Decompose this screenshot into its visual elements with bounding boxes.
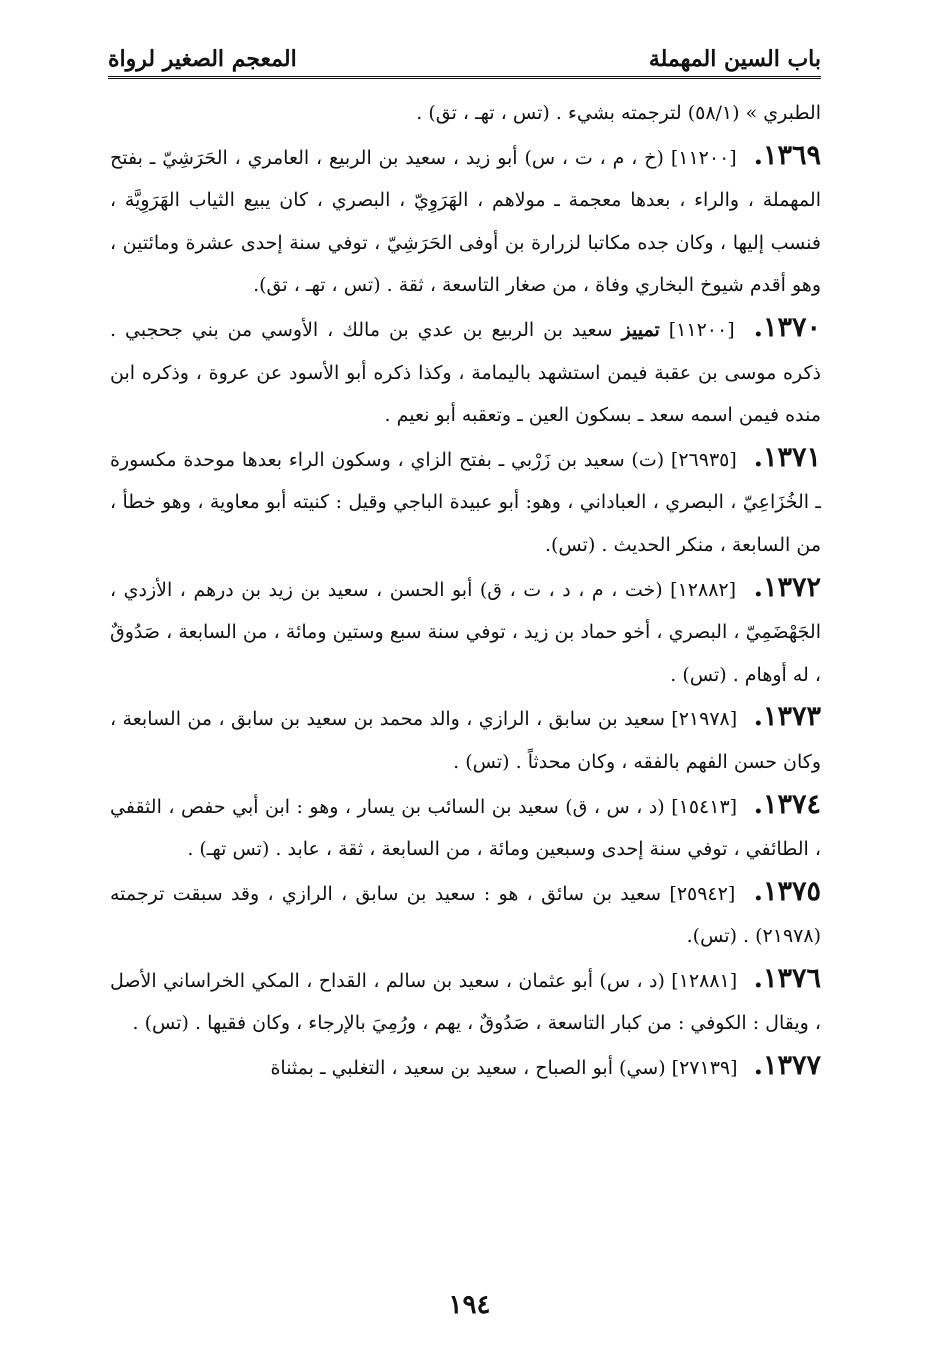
entry-1369 bbox=[110, 135, 821, 307]
entry-text: [١٢٨٨١] (د ، س) أبو عثمان ، سعيد بن سالم ، القداح ، المكي الخراساني الأصل ، ويقال : الكوفي : من كبار التاسعة ، صَدُوقٌ ، يهم ، ورُمِيَ بالإرجاء ، وكان فقيها . (تس) . bbox=[110, 969, 821, 1035]
entry-tamyiz-label: تمييز bbox=[621, 318, 660, 341]
entry-text: [١٢٨٨٢] (خت ، م ، د ، ت ، ق) أبو الحسن ، سعيد بن زيد بن درهم ، الأزدي ، الجَهْضَمِيّ ، البصري ، أخو حماد بن زيد ، توفي سنة سبع وستين ومائة ، من السابعة ، صَدُوقٌ ، له أوهام . (تس) . bbox=[110, 578, 821, 686]
running-header bbox=[108, 28, 821, 79]
entry-number: ١٣٦٩. bbox=[753, 139, 822, 171]
entry-code: [١١٢٠٠] bbox=[668, 318, 735, 341]
entry-text: سعيد بن الربيع بن عدي بن مالك ، الأوسي من بني جحجبي . ذكره موسى بن عقبة فيمن استشهد باليمامة ، وكذا ذكره أبو الأسود عن عروة ، وذكره ابن منده فيمن اسمه سعد ـ بسكون العين ـ وتعقبه أبو نعيم . bbox=[110, 318, 821, 427]
entry-number: ١٣٧٢. bbox=[753, 571, 821, 603]
entry-number: ١٣٧٥. bbox=[753, 875, 821, 907]
entry-number: ١٣٧٤. bbox=[753, 788, 821, 820]
page-body bbox=[110, 92, 821, 1090]
page-number: ١٩٤ bbox=[448, 1290, 491, 1320]
entry-text: [٢١٩٧٨] سعيد بن سابق ، الرازي ، والد محمد بن سعيد بن سابق ، من السابعة ، وكان حسن الفهم بالفقه ، وكان محدثاً . (تس) . bbox=[110, 708, 821, 773]
header-chapter-title: باب السين المهملة bbox=[648, 46, 821, 72]
entry-1376 bbox=[110, 958, 821, 1045]
entry-1372 bbox=[110, 567, 821, 697]
entry-number: ١٣٧٦. bbox=[753, 962, 821, 994]
header-book-title: المعجم الصغير لرواة bbox=[108, 46, 297, 72]
entry-1371 bbox=[110, 437, 821, 567]
entry-1377 bbox=[110, 1045, 821, 1090]
page-footer bbox=[0, 1290, 939, 1320]
entry-1374 bbox=[110, 784, 821, 871]
continuation-text: الطبري » (٥٨/١) لترجمته بشيء . (تس ، تهـ ، تق) . bbox=[416, 102, 821, 124]
entry-number: ١٣٧٣. bbox=[753, 701, 821, 733]
entry-text: [٢٦٩٣٥] (ت) سعيد بن زَرْبي ـ بفتح الزاي ، وسكون الراء بعدها موحدة مكسورة ـ الخُزَاعِيّ ، البصري ، العباداني ، وهو: أبو عبيدة الباجي وقيل : كنيته أبو معاوية ، وهو خطأ ، من السابعة ، منكر الحديث . (تس). bbox=[110, 448, 821, 556]
entry-1375 bbox=[110, 871, 821, 958]
entry-1373 bbox=[110, 696, 821, 783]
entry-text: [٢٥٩٤٢] سعيد بن سائق ، هو : سعيد بن سابق ، الرازي ، وقد سبقت ترجمته (٢١٩٧٨) . (تس). bbox=[110, 882, 821, 948]
entry-text: [٢٧١٣٩] (سي) أبو الصباح ، سعيد بن سعيد ، التغلبي ـ بمثناة bbox=[270, 1057, 738, 1080]
entry-text: [١٥٤١٣] (د ، س ، ق) سعيد بن السائب بن يسار ، وهو : ابن أبي حفص ، الثقفي ، الطائفي ، توفي سنة إحدى وسبعين ومائة ، من السابعة ، ثقة ، عابد . (تس تهـ) . bbox=[110, 795, 821, 861]
entry-number: ١٣٧٧. bbox=[753, 1050, 821, 1082]
entry-text: [١١٢٠٠] (خ ، م ، ت ، س) أبو زيد ، سعيد بن الربيع ، العامري ، الحَرَشِيّ ـ بفتح المهملة ، والراء ، بعدها معجمة ـ مولاهم ، الهَرَوِيّ ، البصري ، كان يبيع الثياب الهَرَوِيَّة ، فنسب إليها ، وكان جده مكاتبا لزرارة بن أوفى الحَرَشِيّ ، توفي سنة إحدى عشرة ومائتين ، وهو أقدم شيوخ البخاري وفاة ، من صغار التاسعة ، ثقة . (تس ، تهـ ، تق). bbox=[110, 146, 821, 297]
entry-number: ١٣٧١. bbox=[753, 441, 821, 473]
entry-number: ١٣٧٠. bbox=[753, 311, 821, 343]
entry-1370 bbox=[110, 307, 821, 437]
